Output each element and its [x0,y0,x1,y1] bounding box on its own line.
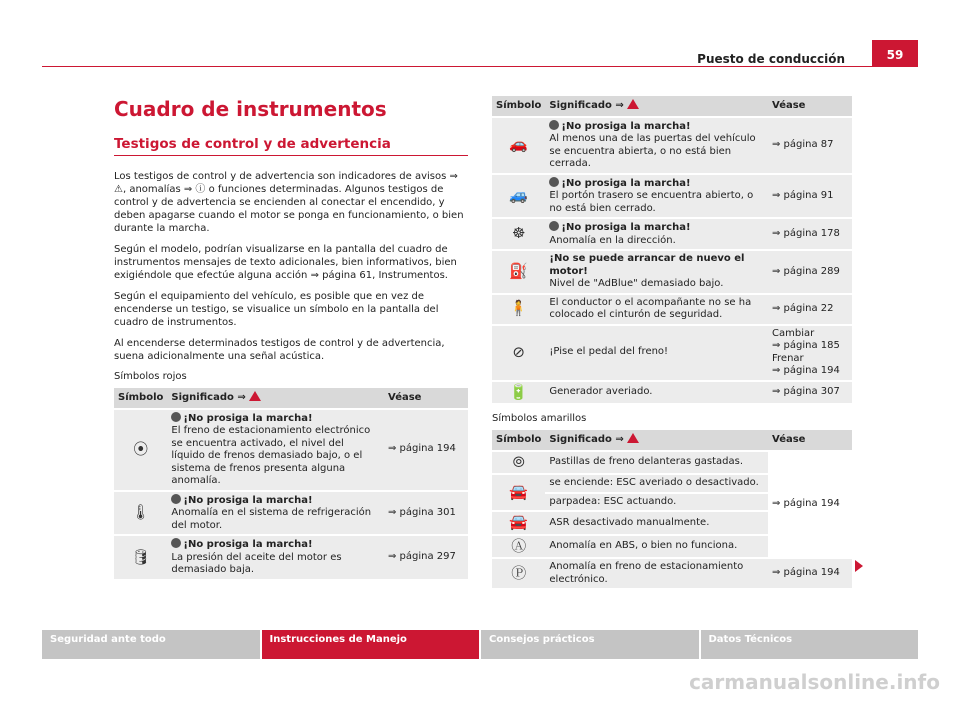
row-text: Pastillas de freno delanteras gastadas. [549,456,744,467]
col-meaning: Significado ⇒ [545,96,768,117]
warning-dot-icon [171,494,181,504]
table-row [492,325,852,381]
row-text: Anomalía en la dirección. [549,234,676,246]
red-symbols-table-left [114,388,468,579]
meaning-cell [545,451,768,475]
row-text: Generador averiado. [549,386,653,397]
row-title: ¡No prosiga la marcha! [549,177,764,191]
oil-pressure-icon: 🛢 [131,547,151,566]
meaning-cell [545,535,768,559]
page-ref[interactable]: Cambiar ⇒ página 185 Frenar ⇒ página 194 [768,325,852,381]
yellow-symbols-label: Símbolos amarillos [492,413,587,424]
symbol-cell [492,174,545,219]
symbol-cell [114,535,167,579]
meaning-cell [167,491,384,536]
meaning-cell: Anomalía en freno de estacionamiento electrónico. [545,558,768,588]
brake-pads-icon: ⦾ [512,452,525,471]
col-symbol: Símbolo [492,96,545,117]
meaning-cell [545,218,768,250]
table-row [492,117,852,174]
page-ref[interactable]: ⇒ página 194 [768,558,852,588]
parking-brake-icon: Ⓟ [511,563,527,582]
symbol-cell [492,474,545,511]
page-ref[interactable]: ⇒ página 297 [384,535,468,579]
col-symbol: Símbolo [114,388,167,409]
row-title: ¡No prosiga la marcha! [549,221,764,235]
section-subtitle: Testigos de control y de advertencia [114,136,468,156]
table-row [492,218,852,250]
footer-tab-datos[interactable]: Datos Técnicos [701,630,919,659]
col-see: Véase [768,96,852,117]
meaning-cell [167,409,384,491]
steering-icon: ☸ [511,224,526,243]
row-text: Nivel de "AdBlue" demasiado bajo. [549,278,724,289]
red-symbols-table-right [492,96,852,403]
warning-triangle-icon [627,433,639,443]
table-row [492,174,852,219]
col-symbol: Símbolo [492,430,545,451]
row-text: Al menos una de las puertas del vehículo se encuentra abierta, o no está bien cerrada. [549,133,756,169]
page-title: Cuadro de instrumentos [114,97,387,121]
paragraph-2: Según el modelo, podrían visualizarse en la pantalla del cuadro de instrumentos mensajes de texto adicionales, bien informativos, bien exigiéndole que efectúe alguna acción ⇒ página 61, Instrumentos. [114,244,457,281]
symbol-cell [492,381,545,404]
warning-dot-icon [171,412,181,422]
seatbelt-icon: 🧍 [509,299,529,318]
red-symbols-label: Símbolos rojos [114,371,187,382]
esc-off-icon: 🚘 [509,513,529,531]
table-row [492,558,852,588]
row-text: ¡Pise el pedal del freno! [549,346,669,358]
col-meaning: Significado ⇒ [545,430,768,451]
yellow-symbols-table [492,430,852,588]
row-title: ¡No prosiga la marcha! [171,494,380,508]
row-text: Anomalía en el sistema de refrigeración del motor. [171,507,372,531]
page-number: 59 [872,40,918,66]
footer-tabs [42,630,918,659]
warning-triangle-icon [249,391,261,401]
paragraph-3: Según el equipamiento del vehículo, es posible que en vez de encenderse un testigo, se visualice un símbolo en la pantalla del cuadro de instrumentos. [114,291,439,328]
symbol-cell [492,535,545,559]
page-ref[interactable]: ⇒ página 194 [768,451,852,559]
row-text: Anomalía en ABS, o bien no funciona. [549,540,738,551]
page-ref[interactable]: ⇒ página 301 [384,491,468,536]
footer-tab-seguridad[interactable]: Seguridad ante todo [42,630,260,659]
meaning-cell [545,117,768,174]
warning-dot-icon [549,120,559,130]
footer-tab-consejos[interactable]: Consejos prácticos [481,630,699,659]
page-ref[interactable]: ⇒ página 87 [768,117,852,174]
table-row [114,535,468,579]
symbol-cell [492,451,545,475]
table-row [492,381,852,404]
symbol-cell [114,491,167,536]
brake-pedal-icon: ⊘ [512,342,525,361]
meaning-cell [545,511,768,535]
symbol-cell [492,558,545,588]
table-row [114,491,468,536]
col-see: Véase [768,430,852,451]
row-title: ¡No se puede arrancar de nuevo el motor! [549,253,745,277]
table-row [114,409,468,491]
meaning-cell [545,474,768,511]
table-row [492,250,852,294]
page-ref[interactable]: ⇒ página 307 [768,381,852,404]
symbol-cell [114,409,167,491]
meaning-cell [545,325,768,381]
footer-tab-instrucciones[interactable]: Instrucciones de Manejo [262,630,480,659]
watermark: carmanualsonline.info [689,670,940,694]
row-text: ASR desactivado manualmente. [549,516,710,528]
header-rule [42,66,918,67]
left-column [114,96,468,579]
page-ref[interactable]: ⇒ página 289 [768,250,852,294]
warning-dot-icon [549,221,559,231]
meaning-cell [545,250,768,294]
page-ref[interactable]: ⇒ página 178 [768,218,852,250]
brake-warning-icon: ⦿ [133,439,149,458]
page-ref[interactable]: ⇒ página 194 [384,409,468,491]
coolant-icon: 🌡 [131,503,151,521]
symbol-cell [492,250,545,294]
meaning-cell [545,294,768,325]
warning-dot-icon [549,177,559,187]
symbol-cell [492,117,545,174]
col-meaning: Significado ⇒ [167,388,384,409]
tailgate-open-icon: 🚙 [509,186,529,204]
symbol-cell [492,511,545,535]
row-title: ¡No prosiga la marcha! [171,538,380,552]
table-row [492,294,852,325]
esc-icon: 🚘 [509,482,529,501]
paragraph-1: Los testigos de control y de advertencia son indicadores de avisos ⇒ ⚠, anomalías ⇒ ⓘ o funciones determinadas. Algunos testigos de control y de advertencia se encienden al conectar el encendido, y deben apagarse cuando el motor se ponga en funcionamiento, o bien durante la marcha. [114,171,464,234]
running-header: Puesto de conducción [697,52,845,66]
adblue-icon: ⛽ [509,262,529,280]
meaning-cell [167,535,384,579]
row-title: ¡No prosiga la marcha! [171,412,380,426]
symbol-cell [492,294,545,325]
row-text: El freno de estacionamiento electrónico se encuentra activado, el nivel del líquido de frenos demasiado bajo, o el sistema de frenos presenta alguna anomalía. [171,425,371,486]
row-text: La presión del aceite del motor es demasiado baja. [171,551,342,575]
door-open-icon: 🚗 [509,135,529,154]
row-text: El portón trasero se encuentra abierto, o no está bien cerrado. [549,190,754,214]
right-column [492,96,852,588]
warning-dot-icon [171,538,181,548]
row-text-2: parpadea: ESC actuando. [545,492,768,509]
symbol-cell [492,218,545,250]
battery-icon: 🔋 [509,382,529,401]
row-title: ¡No prosiga la marcha! [549,120,764,134]
table-row [492,451,852,475]
meaning-cell [545,174,768,219]
row-text: El conductor o el acompañante no se ha colocado el cinturón de seguridad. [549,296,752,320]
symbol-cell [492,325,545,381]
page-ref[interactable]: ⇒ página 22 [768,294,852,325]
continue-arrow-icon [855,560,863,572]
abs-icon: Ⓐ [511,536,527,555]
paragraph-4: Al encenderse determinados testigos de control y de advertencia, suena adicionalmente una señal acústica. [114,338,445,362]
row-text: se enciende: ESC averiado o desactivado. [549,477,759,488]
warning-triangle-icon [627,99,639,109]
page-ref[interactable]: ⇒ página 91 [768,174,852,219]
meaning-cell [545,381,768,404]
col-see: Véase [384,388,468,409]
